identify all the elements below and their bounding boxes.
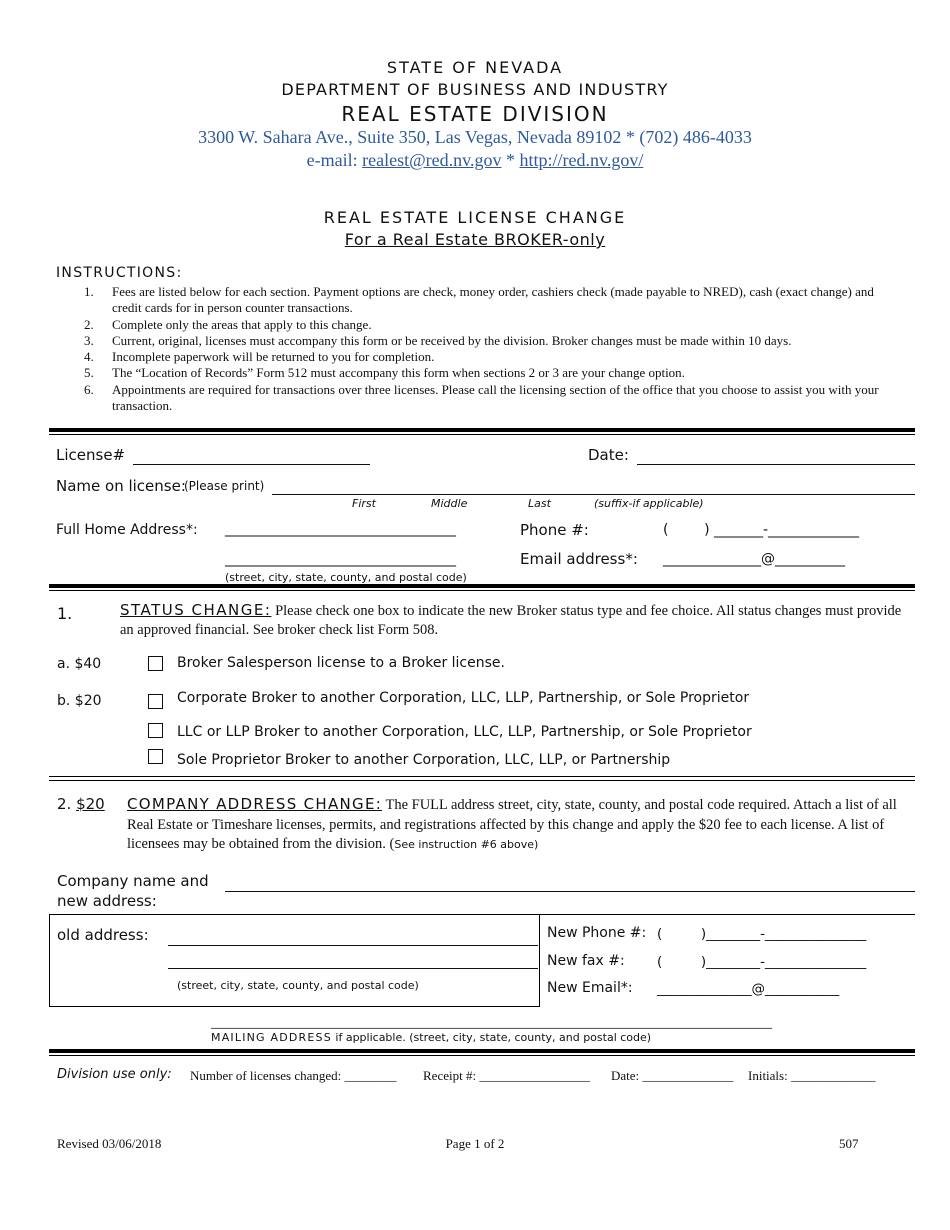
mailing-address-field[interactable]: ______________________________________________________________________________________________________ xyxy=(211,1016,772,1029)
option-2-checkbox[interactable] xyxy=(148,694,163,713)
old-address-line-2[interactable] xyxy=(168,968,538,969)
name-label: Name on license: xyxy=(56,477,186,495)
instruction-item xyxy=(84,349,884,365)
instructions-list xyxy=(84,284,884,414)
contact-separator: * xyxy=(501,150,520,170)
name-field[interactable] xyxy=(272,494,915,495)
form-subtitle-text: For a Real Estate BROKER-only xyxy=(344,230,606,249)
option-4-label: Sole Proprietor Broker to another Corporation, LLC, LLP, or Partnership xyxy=(177,752,671,768)
date-label: Date: xyxy=(588,446,629,464)
fee-b: b. $20 xyxy=(57,693,102,709)
phone-field[interactable]: ( ) _______-_____________ xyxy=(663,522,860,538)
instruction-item xyxy=(84,284,884,317)
page-number: Page 1 of 2 xyxy=(445,1136,505,1151)
website-link[interactable]: http://red.nv.gov/ xyxy=(519,150,644,170)
option-1-label: Broker Salesperson license to a Broker license. xyxy=(177,655,505,671)
new-phone-field[interactable]: ( )________-_______________ xyxy=(657,926,867,942)
division-date-field: Date: ______________ xyxy=(611,1068,734,1083)
home-address-line-1[interactable]: _________________________________ xyxy=(225,521,456,537)
section-1-number: 1. xyxy=(57,604,73,623)
mailing-address-caption xyxy=(211,1031,651,1044)
date-field[interactable] xyxy=(637,464,915,465)
mailing-address-hint: if applicable. (street, city, state, county, and postal code) xyxy=(331,1031,652,1044)
section-2-description xyxy=(127,795,912,855)
option-2-label: Corporate Broker to another Corporation, LLC, LLP, Partnership, or Sole Proprietor xyxy=(177,690,750,706)
email-link[interactable]: realest@red.nv.gov xyxy=(362,150,502,170)
email-label: e-mail: xyxy=(306,150,363,170)
division-address: 3300 W. Sahara Ave., Suite 350, Las Vegas, Nevada 89102 * (702) 486-4033 xyxy=(198,127,752,147)
form-number: 507 xyxy=(839,1136,859,1151)
checkbox-box[interactable] xyxy=(148,694,163,709)
licenses-changed-field: Number of licenses changed: ________ xyxy=(190,1068,397,1083)
section-2-number: 2. xyxy=(57,795,72,813)
form-subtitle xyxy=(0,230,950,249)
fee-a: a. $40 xyxy=(57,656,102,672)
instruction-number: 3. xyxy=(84,332,94,348)
instruction-number: 2. xyxy=(84,316,94,332)
phone-label: Phone #: xyxy=(520,521,589,539)
new-fax-field[interactable]: ( )________-_______________ xyxy=(657,954,867,970)
instructions-heading: INSTRUCTIONS: xyxy=(56,265,183,281)
checkbox-box[interactable] xyxy=(148,723,163,738)
section-2-text: The FULL address street, city, state, county, and postal code required. Attach a list of all Real Estate or Timeshare licenses, permits, and registrations affected by this change and apply the $20 fee to each license. A list of licensees may be obtained from the division. ( xyxy=(127,797,897,852)
license-number-field[interactable] xyxy=(133,464,370,465)
instruction-number: 1. xyxy=(84,284,94,299)
mailing-address-label: MAILING ADDRESS xyxy=(211,1031,332,1044)
section-1-text: Please check one box to indicate the new Broker status type and fee choice. All status changes must provide an approved financial. See broker check list Form 508. xyxy=(120,603,902,638)
last-name-caption: Last xyxy=(528,497,551,510)
section-divider xyxy=(49,584,915,591)
new-phone-label: New Phone #: xyxy=(547,925,647,941)
option-4-checkbox[interactable] xyxy=(148,749,163,768)
middle-name-caption: Middle xyxy=(431,497,468,510)
company-label-line-2: new address: xyxy=(57,892,157,910)
section-2-text-small: See instruction #6 above) xyxy=(394,838,539,851)
option-3-label: LLC or LLP Broker to another Corporation, LLC, LLP, Partnership, or Sole Proprietor xyxy=(177,724,752,740)
first-name-caption: First xyxy=(352,497,376,510)
division-name: REAL ESTATE DIVISION xyxy=(341,102,609,126)
instruction-item xyxy=(84,365,884,381)
form-title: REAL ESTATE LICENSE CHANGE xyxy=(323,208,627,227)
email-address-field[interactable]: ______________@__________ xyxy=(663,551,845,567)
home-address-label: Full Home Address*: xyxy=(56,522,198,538)
instruction-number: 5. xyxy=(84,365,94,381)
instruction-text: Complete only the areas that apply to this change. xyxy=(112,316,372,332)
department-name: DEPARTMENT OF BUSINESS AND INDUSTRY xyxy=(281,80,669,99)
company-address-field[interactable] xyxy=(225,891,915,892)
section-2-heading: COMPANY ADDRESS CHANGE: xyxy=(127,795,383,813)
home-address-hint: (street, city, state, county, and postal code) xyxy=(225,571,467,584)
instruction-number: 6. xyxy=(84,381,94,397)
suffix-caption: (suffix-if applicable) xyxy=(594,497,704,510)
name-hint: (Please print) xyxy=(184,479,265,493)
division-use-label: Division use only: xyxy=(57,1067,172,1082)
new-email-field[interactable]: ______________@___________ xyxy=(657,981,840,997)
instruction-number: 4. xyxy=(84,349,94,365)
section-2-fee: $20 xyxy=(76,795,105,813)
new-email-label: New Email*: xyxy=(547,980,633,996)
old-address-hint: (street, city, state, county, and postal code) xyxy=(177,979,419,992)
instruction-text: Incomplete paperwork will be returned to you for completion. xyxy=(112,349,435,365)
instruction-text: Fees are listed below for each section. Payment options are check, money order, cashiers check (made payable to NRED), cash (exact change) and credit cards for in person counter transactions. xyxy=(112,284,874,316)
state-name: STATE OF NEVADA xyxy=(386,58,564,77)
section-1-heading: STATUS CHANGE: xyxy=(120,601,272,619)
checkbox-box[interactable] xyxy=(148,656,163,671)
section-divider xyxy=(49,428,915,435)
instruction-text: Appointments are required for transactions over three licenses. Please call the licensing section of the office that you choose to assist you with your transaction. xyxy=(112,381,879,414)
company-label xyxy=(57,871,209,911)
contact-line xyxy=(0,150,950,171)
section-2-number-fee xyxy=(57,795,105,813)
receipt-field: Receipt #: _________________ xyxy=(423,1068,590,1083)
instruction-text: Current, original, licenses must accompany this form or be received by the division. Broker changes must be made within 10 days. xyxy=(112,332,792,348)
new-fax-label: New fax #: xyxy=(547,953,625,969)
old-address-label: old address: xyxy=(57,926,149,944)
section-divider xyxy=(49,1049,915,1056)
old-address-line-1[interactable] xyxy=(168,945,538,946)
instruction-text: The “Location of Records” Form 512 must accompany this form when sections 2 or 3 are your change option. xyxy=(112,365,685,381)
option-1-checkbox[interactable] xyxy=(148,656,163,675)
section-divider xyxy=(49,776,915,781)
instruction-item xyxy=(84,382,884,415)
company-label-line-1: Company name and xyxy=(57,872,209,890)
revised-date: Revised 03/06/2018 xyxy=(57,1136,162,1151)
initials-field: Initials: _____________ xyxy=(748,1068,876,1083)
option-3-checkbox[interactable] xyxy=(148,723,163,742)
license-label: License# xyxy=(56,446,126,464)
section-1-description xyxy=(120,601,910,640)
checkbox-box[interactable] xyxy=(148,749,163,764)
instruction-item xyxy=(84,333,884,349)
email-address-label: Email address*: xyxy=(520,550,638,568)
home-address-line-2[interactable]: _________________________________ xyxy=(225,551,456,567)
instruction-item xyxy=(84,317,884,333)
